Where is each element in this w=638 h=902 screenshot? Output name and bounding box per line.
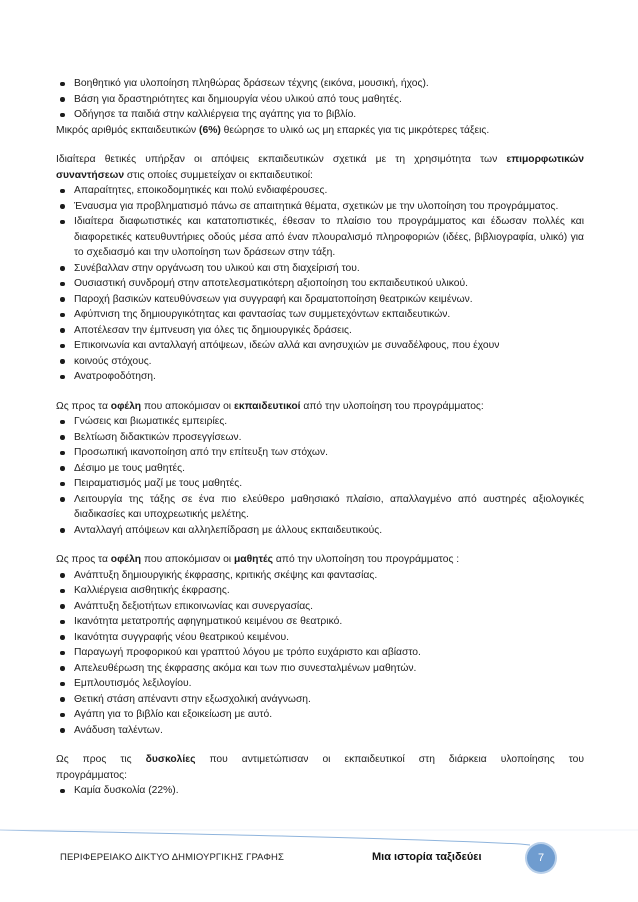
bullet-list-teacher-benefits [56, 414, 584, 538]
list-item: Επικοινωνία και ανταλλαγή απόψεων, ιδεών αλλά και ανησυχιών με συναδέλφους, που έχουν [56, 338, 584, 354]
list-item: Παροχή βασικών κατευθύνσεων για συγγραφή και δραματοποίηση θεατρικών κειμένων. [56, 292, 584, 308]
list-item: Καμία δυσκολία (22%). [56, 783, 584, 799]
list-item: Προσωπική ικανοποίηση από την επίτευξη των στόχων. [56, 445, 584, 461]
paragraph-teacher-benefits-intro [56, 399, 584, 415]
list-item: Πειραματισμός μαζί με τους μαθητές. [56, 476, 584, 492]
page-content [56, 76, 584, 799]
list-item: Θετική στάση απέναντι στην εξωσχολική ανάγνωση. [56, 692, 584, 708]
paragraph-minority-note [56, 123, 584, 139]
list-item: Λειτουργία της τάξης σε ένα πιο ελεύθερο μαθησιακό πλαίσιο, απαλλαγμένο από αυστηρές αξιολογικές διαδικασίες και υποχρεωτικής μελέτης. [56, 492, 584, 523]
page-number: 7 [537, 852, 545, 864]
bold-text: οφέλη [110, 554, 142, 565]
bold-text: επιμορφωτικών [506, 154, 584, 165]
text-run: Ιδιαίτερα θετικές υπήρξαν οι απόψεις εκπαιδευτικών σχετικά με τη χρησιμότητα των [56, 154, 507, 165]
list-item: Αγάπη για το βιβλίο και εξοικείωση με αυτό. [56, 707, 584, 723]
list-item: Απαραίτητες, εποικοδομητικές και πολύ ενδιαφέρουσες. [56, 183, 584, 199]
list-item: Ανάδυση ταλέντων. [56, 723, 584, 739]
text-run: Ως προς τα [56, 554, 111, 565]
text-run: που αντιμετώπισαν οι εκπαιδευτικοί στη διάρκεια υλοποίησης του [195, 754, 584, 765]
list-item: Εμπλουτισμός λεξιλογίου. [56, 676, 584, 692]
footer-curve [0, 830, 530, 845]
list-item: Αφύπνιση της δημιουργικότητας και φαντασίας των συμμετεχόντων εκπαιδευτικών. [56, 307, 584, 323]
footer-project-title: Μια ιστορία ταξιδεύει [372, 851, 482, 863]
list-item: Βελτίωση διδακτικών προσεγγίσεων. [56, 430, 584, 446]
bold-text: οφέλη [110, 400, 142, 412]
text-run: που αποκόμισαν οι [141, 554, 234, 565]
page-number-badge [527, 844, 555, 872]
text-run: θεώρησε το υλικό ως μη επαρκές για τις μικρότερες τάξεις. [220, 124, 490, 136]
list-item: Ικανότητα συγγραφής νέου θεατρικού κειμένου. [56, 630, 584, 646]
text-run: Ως προς τα [56, 400, 111, 412]
text-run: Μικρός αριθμός εκπαιδευτικών [56, 124, 200, 136]
list-item: Καλλιέργεια αισθητικής έκφρασης. [56, 583, 584, 599]
paragraph-training-intro-line1 [56, 152, 584, 168]
paragraph-difficulties-intro-line2: προγράμματος: [56, 769, 127, 781]
footer-organization: ΠΕΡΙΦΕΡΕΙΑΚΟ ΔΙΚΤΥΟ ΔΗΜΙΟΥΡΓΙΚΗΣ ΓΡΑΦΗΣ [60, 852, 284, 863]
list-item: Ανατροφοδότηση. [56, 369, 584, 385]
bold-text: δυσκολίες [145, 754, 196, 765]
bullet-list-training [56, 183, 584, 385]
text-run: από την υλοποίηση του προγράμματος: [300, 400, 484, 412]
text-run: από την υλοποίηση του προγράμματος : [273, 554, 460, 565]
list-item: Ανάπτυξη δεξιοτήτων επικοινωνίας και συνεργασίας. [56, 599, 584, 615]
list-item: Συνέβαλλαν στην οργάνωση του υλικού και στη διαχείρισή του. [56, 261, 584, 277]
paragraph-training-intro-line2 [56, 168, 584, 184]
list-item: Βάση για δραστηριότητες και δημιουργία νέου υλικού από τους μαθητές. [56, 92, 584, 108]
list-item: Γνώσεις και βιωματικές εμπειρίες. [56, 414, 584, 430]
list-item: Ικανότητα μετατροπής αφηγηματικού κειμένου σε θεατρικό. [56, 614, 584, 630]
list-item: Αποτέλεσαν την έμπνευση για όλες τις δημιουργικές δράσεις. [56, 323, 584, 339]
list-item: Απελευθέρωση της έκφρασης ακόμα και των πιο συνεσταλμένων μαθητών. [56, 661, 584, 677]
list-item: Οδήγησε τα παιδιά στην καλλιέργεια της αγάπης για το βιβλίο. [56, 107, 584, 123]
list-item: κοινούς στόχους. [56, 354, 584, 370]
bullet-list-student-benefits [56, 568, 584, 739]
list-item: Βοηθητικό για υλοποίηση πληθώρας δράσεων τέχνης (εικόνα, μουσική, ήχος). [56, 76, 584, 92]
list-item: Ανάπτυξη δημιουργικής έκφρασης, κριτικής σκέψης και φαντασίας. [56, 568, 584, 584]
paragraph-student-benefits-intro [56, 552, 584, 568]
bold-text: (6%) [199, 124, 221, 136]
text-run: που αποκόμισαν οι [141, 400, 234, 412]
bold-text: μαθητές [233, 554, 274, 565]
text-run: στις οποίες συμμετείχαν οι εκπαιδευτικοί: [124, 169, 313, 181]
bold-text: εκπαιδευτικοί [233, 400, 301, 412]
list-item: Ιδιαίτερα διαφωτιστικές και κατατοπιστικές, έθεσαν το πλαίσιο του προγράμματος και έδωσαν πολλές και διαφορετικές κατευθυντήριες οδούς μέσα από έναν πλουραλισμό πληροφοριών (ιδέες, βιβλιογραφία, υλικό) για το σχεδιασμό και την υλοποίηση των δράσεων στην τάξη. [56, 214, 584, 261]
bullet-list-general [56, 76, 584, 123]
list-item: Έναυσμα για προβληματισμό πάνω σε απαιτητικά θέματα, σχετικών με την υλοποίηση του προγράμματος. [56, 199, 584, 215]
list-item: Ουσιαστική συνδρομή στην αποτελεσματικότερη αξιοποίηση του εκπαιδευτικού υλικού. [56, 276, 584, 292]
bold-text: συναντήσεων [56, 169, 125, 181]
text-run: Ως προς τις [56, 754, 146, 765]
bullet-list-difficulties [56, 783, 584, 799]
list-item: Παραγωγή προφορικού και γραπτού λόγου με τρόπο ευχάριστο και αβίαστο. [56, 645, 584, 661]
paragraph-difficulties-intro-line1 [56, 752, 584, 768]
list-item: Ανταλλαγή απόψεων και αλληλεπίδραση με άλλους εκπαιδευτικούς. [56, 523, 584, 539]
list-item: Δέσιμο με τους μαθητές. [56, 461, 584, 477]
